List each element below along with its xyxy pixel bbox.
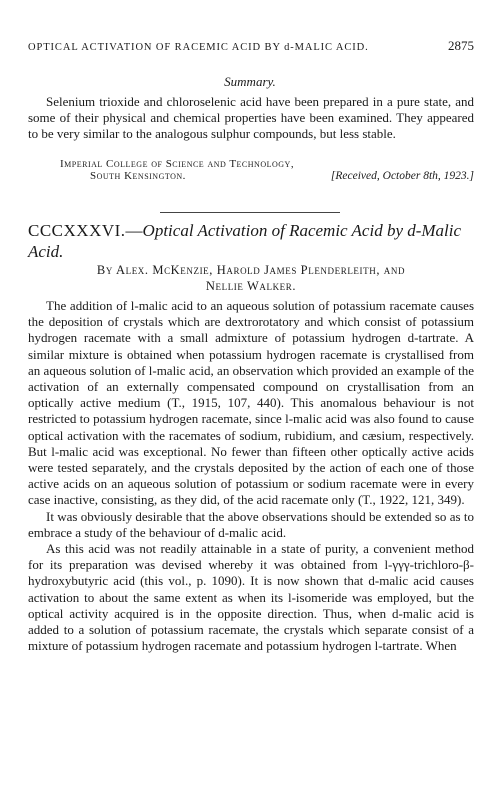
body-paragraph-3: As this acid was not readily attainable in a state of purity, a convenient method for its preparation was devised whereby it was obtained from l-γγγ-trichloro-β-hydroxybutyric acid (this vol., p. 1090). It is now shown that d-malic acid causes activation to about the same extent as when its l-isomeride was employed, but the optical activity acquired is in the opposite direction. Thus, when d-malic acid is added to a solution of potassium racemate, the crystals which separate consist of a mixture of potassium hydrogen racemate and potassium hydrogen l-tartrate. When: [28, 541, 474, 654]
authors: [28, 262, 474, 294]
authors-line1: By Alex. McKenzie, Harold James Plenderleith, and: [96, 263, 406, 277]
article-number: CCCXXXVI.: [28, 221, 126, 240]
running-head-title: OPTICAL ACTIVATION OF RACEMIC ACID BY d-MALIC ACID.: [28, 42, 369, 53]
received-date: [Received, October 8th, 1923.]: [330, 170, 474, 182]
authors-line2: Nellie Walker.: [205, 279, 297, 293]
summary-text: Selenium trioxide and chloroselenic acid have been prepared in a pure state, and some of their physical and chemical properties have been examined. They appeared to be very similar to the analogous sulphur compounds, but less stable.: [28, 94, 474, 142]
running-head: [28, 38, 474, 54]
affiliation-line2: South Kensington.: [90, 170, 186, 182]
summary-paragraph: [28, 94, 474, 143]
body-paragraph-1: The addition of l-malic acid to an aqueous solution of potassium racemate causes the deposition of crystals which are dextrorotatory and which consist of potassium hydrogen racemate with a small admixture of potassium hydrogen d-tartrate. A similar mixture is obtained when potassium hydrogen racemate is crystallised from an aqueous solution of l-malic acid, an observation which provided an example of the activation of an externally compensated compound on crystallisation from an optically active medium (T., 1915, 107, 440). This anomalous behaviour is not restricted to potassium hydrogen racemate, since l-malic acid was also found to cause optical activation with the racemates of sodium, rubidium, and cæsium, respectively. But l-malic acid was exceptional. No fewer than fifteen other optically active acids were tested separately, and the crystals deposited by the action of each one of those active acids on an aqueous solution of potassium or sodium racemate were in every case inactive, consisting, as they did, of the acid racemate only (T., 1922, 121, 349).: [28, 298, 474, 508]
affiliation-line1: Imperial College of Science and Technology,: [60, 158, 295, 170]
section-divider: [160, 212, 340, 213]
article-title-block: CCCXXXVI.—Optical Activation of Racemic Acid by d-Malic Acid.: [28, 221, 462, 261]
affiliation: [60, 158, 474, 182]
article-title: Optical Activation of Racemic Acid by d-Malic Acid.: [28, 221, 462, 261]
summary-heading: Summary.: [224, 74, 276, 89]
article-body: [28, 298, 474, 654]
page-number: 2875: [448, 38, 474, 53]
body-paragraph-2: It was obviously desirable that the above observations should be extended so as to embrace a study of the behaviour of d-malic acid.: [28, 508, 474, 540]
